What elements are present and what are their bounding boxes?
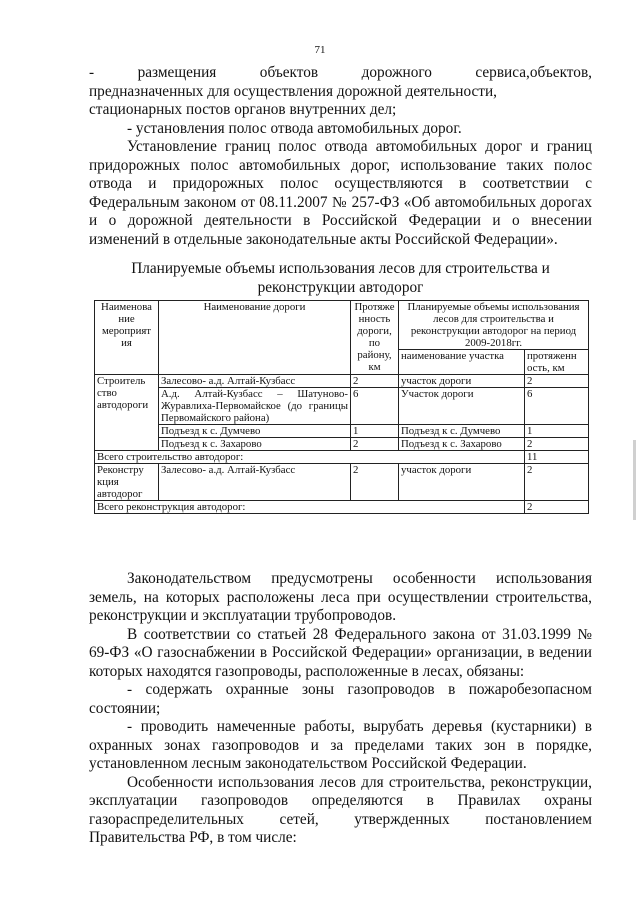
bottom-text-block	[89, 570, 592, 848]
table-row	[95, 464, 589, 501]
list-item-right-of-way: - установления полос отвода автомобильных дорог.	[127, 119, 462, 137]
group-label-reconstruction: Реконстру кция автодорог	[95, 464, 159, 501]
header-section-name: наименование участка	[399, 350, 525, 375]
cell-road: Подъезд к с. Захарово	[159, 438, 351, 451]
total-reconstruction-value: 2	[525, 501, 589, 514]
cell-section-length: 2	[525, 464, 589, 501]
paragraph-gas-supply-law: В соответствии со статьей 28 Федерального закона от 31.03.1999 № 69-ФЗ «О газоснабжении в Российской Федерации» организации, в ведении которых находятся газопроводы, расположенные в лесах, обязаны:	[89, 625, 592, 680]
cell-length: 1	[351, 425, 399, 438]
header-planned-volumes: Планируемые объемы использования лесов для строительства и реконструкции автодорог на период 2009-2018гг.	[399, 301, 589, 350]
cell-road: А.д. Алтай-Кузбасс – Шатуново-Журавлиха-Первомайское (до границы Первомайского района)	[159, 388, 351, 425]
table-row	[95, 375, 589, 388]
cell-section-length: 1	[525, 425, 589, 438]
table-caption: Планируемые объемы использования лесов для строительства и реконструкции автодорог	[131, 260, 550, 296]
cell-section-length: 2	[525, 375, 589, 388]
paragraph-pipelines-land: Законодательством предусмотрены особенности использования земель, на которых расположены леса при осуществлении строительства, реконструкции и эксплуатации трубопроводов.	[89, 570, 592, 624]
cell-section: Подъезд к с. Захарово	[399, 438, 525, 451]
total-construction-value: 11	[525, 451, 589, 464]
cell-length: 6	[351, 388, 399, 425]
cell-section-length: 2	[525, 438, 589, 451]
scan-edge-mark	[633, 440, 636, 520]
header-section-length: протяженн ость, км	[525, 350, 589, 375]
paragraph-right-of-way-law: Установление границ полос отвода автомобильных дорог и границ придорожных полос автомобильных дорог, использование таких полос отвода и придорожных полос осуществляются в соответствии с Федеральным законом от 08.11.2007 № 257-ФЗ «Об автомобильных дорогах и о дорожной деятельности в Российской Федерации и о внесении изменений в отдельные законодательные акты Российской Федерации».	[89, 138, 592, 248]
cell-road: Подъезд к с. Думчево	[159, 425, 351, 438]
table-row	[95, 438, 589, 451]
table-row	[95, 425, 589, 438]
list-item-tree-cutting: - проводить намеченные работы, вырубать деревья (кустарники) в охранных зонах газопроводов и за пределами таких зон в порядке, установленном лесным законодательством Российской Федерации.	[89, 718, 592, 772]
cell-road: Залесово- а.д. Алтай-Кузбасс	[159, 464, 351, 501]
total-construction-label: Всего строительство автодорог:	[95, 451, 525, 464]
cell-road: Залесово- а.д. Алтай-Кузбасс	[159, 375, 351, 388]
table-row	[95, 388, 589, 425]
list-item-protection-zones: - содержать охранные зоны газопроводов в пожаробезопасном состоянии;	[89, 681, 592, 717]
total-reconstruction-label: Всего реконструкция автодорог:	[95, 501, 525, 514]
cell-length: 2	[351, 375, 399, 388]
top-text-block	[89, 64, 592, 249]
cell-section: Подъезд к с. Думчево	[399, 425, 525, 438]
page-number: 71	[314, 44, 326, 56]
cell-length: 2	[351, 438, 399, 451]
header-length: Протяже нность дороги, по району, км	[351, 301, 399, 375]
group-label-construction: Строитель ство автодороги	[95, 375, 159, 451]
cell-section: Участок дороги	[399, 388, 525, 425]
cell-length: 2	[351, 464, 399, 501]
cell-section-length: 6	[525, 388, 589, 425]
list-item-service-objects: - размещения объектов дорожного сервиса,объектов,	[89, 64, 592, 81]
list-item-service-objects-cont: предназначенных для осуществления дорожной деятельности, стационарных постов органов внутренних дел;	[89, 82, 497, 118]
cell-section: участок дороги	[399, 464, 525, 501]
header-activity: Наименова ние мероприят ия	[95, 301, 159, 375]
cell-section: участок дороги	[399, 375, 525, 388]
header-road-name: Наименование дороги	[159, 301, 351, 375]
table-total-row	[95, 501, 589, 514]
table-header-row	[95, 301, 589, 350]
planned-forest-use-table	[94, 300, 589, 514]
paragraph-gas-network-rules: Особенности использования лесов для строительства, реконструкции, эксплуатации газопроводов определяются в Правилах охраны газораспределительных сетей, утвержденных постановлением Правительства РФ, в том числе:	[89, 773, 592, 846]
table-total-row	[95, 451, 589, 464]
